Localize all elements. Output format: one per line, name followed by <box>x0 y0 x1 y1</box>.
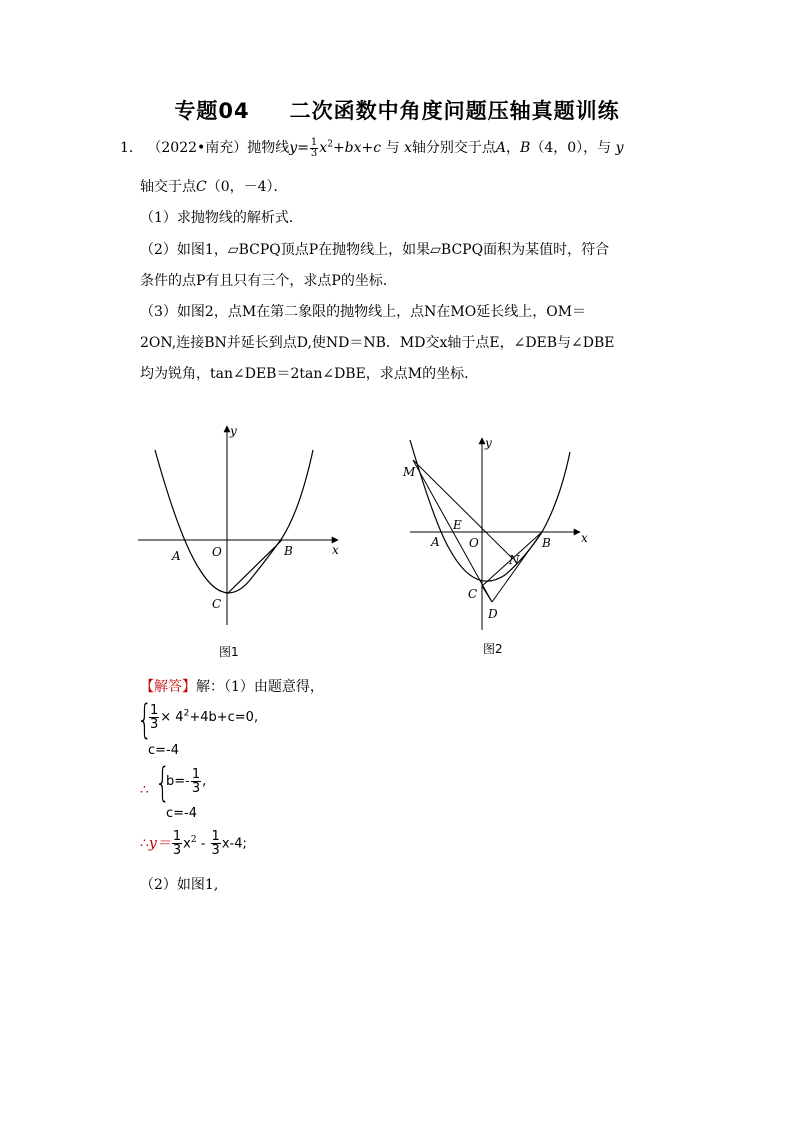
brace-2: { <box>155 760 171 806</box>
question-2-line-1: （2）如图1，▱BCPQ顶点P在抛物线上，如果▱BCPQ面积为某值时，符合 <box>140 242 610 258</box>
parabola-result: ∴y＝ $\frac{1}{3}$ $x^2$ - $\frac{1}{3}$ x-4; <box>140 829 247 858</box>
label-x: x <box>332 543 339 557</box>
equation-1: $\frac{1}{3}$ × $4^2+4b+c=0$, <box>150 703 259 732</box>
figure-2 <box>395 430 600 635</box>
problem-number: 1． <box>120 140 143 156</box>
label-M: M <box>403 465 416 479</box>
problem-line-1: 1． （2022•南充）抛物线y= $\frac{1}{3}$ $x^2+bx+c$ 与 x轴分别交于点A，B（4，0），与 y <box>120 136 624 159</box>
figure-1 <box>130 420 350 630</box>
question-1: （1）求抛物线的解析式． <box>140 210 303 226</box>
segment-BD <box>492 532 542 602</box>
segment-MN <box>413 460 512 558</box>
equation-2: c=-4 <box>148 743 180 758</box>
figure-2-caption: 图2 <box>483 642 503 656</box>
label-A: A <box>172 549 181 563</box>
label-O: O <box>469 536 479 550</box>
c-solution: c=-4 <box>166 806 198 821</box>
question-3-line-3: 均为锐角，tan∠DEB＝2tan∠DBE，求点M的坐标． <box>140 366 479 382</box>
segment-CD <box>482 586 492 602</box>
problem-line-2: 轴交于点C（0，－4）． <box>140 179 288 195</box>
part-2-heading: （2）如图1, <box>140 877 219 893</box>
segment-CP <box>227 548 274 594</box>
label-x: x <box>581 531 588 545</box>
label-B: B <box>284 544 293 558</box>
label-y: y <box>485 436 492 450</box>
label-N: N <box>509 553 520 567</box>
answer-intro: 【解答】解：（1）由题意得， <box>140 679 324 695</box>
therefore-symbol-1: ∴ <box>140 782 149 798</box>
page-title: 专题04 二次函数中角度问题压轴真题训练 <box>174 99 620 123</box>
fraction-one-third: $\frac{1}{3}$ <box>310 136 318 159</box>
question-2-line-2: 条件的点P有且只有三个，求点P的坐标． <box>140 273 397 289</box>
answer-tag: 【解答】 <box>140 679 196 695</box>
question-3-line-1: （3）如图2，点M在第二象限的抛物线上，点N在MO延长线上，OM＝ <box>140 304 587 320</box>
label-D: D <box>488 607 498 621</box>
parabola-2 <box>410 440 570 581</box>
question-3-line-2: 2ON,连接BN并延长到点D,使ND＝NB．MD交x轴于点E，∠DEB与∠DBE <box>140 335 615 351</box>
label-C: C <box>212 597 222 611</box>
label-A: A <box>431 535 440 549</box>
parabola-1 <box>155 450 313 593</box>
b-solution: b=- $\frac{1}{3}$ , <box>166 767 207 796</box>
label-y: y <box>230 424 237 438</box>
label-O: O <box>212 545 222 559</box>
figure-1-caption: 图1 <box>219 645 239 659</box>
label-C: C <box>468 587 478 601</box>
label-B: B <box>542 536 551 550</box>
label-E: E <box>453 518 462 532</box>
brace-1: { <box>137 697 153 743</box>
